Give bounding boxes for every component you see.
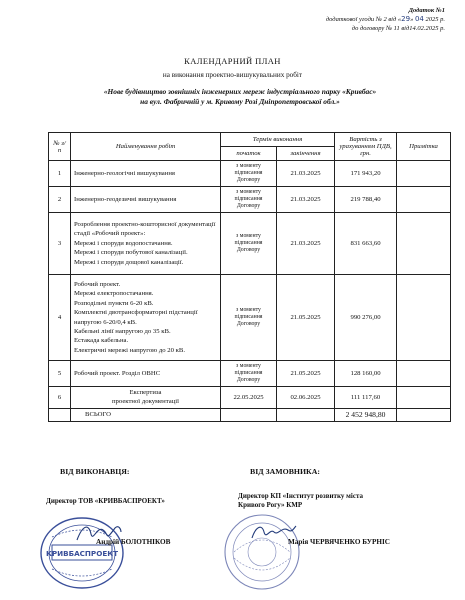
row-cost: 171 943,20 bbox=[335, 161, 397, 187]
row-start: з моменту підписання Договору bbox=[221, 361, 277, 387]
header-number: № з/п bbox=[49, 133, 71, 161]
work-line: Розподільчі пункти 6-20 кВ. bbox=[74, 299, 154, 307]
customer-position-line-1: Директор КП «Інститут розвитку міста bbox=[238, 492, 363, 500]
customer-position-line-2: Кривого Рогу» КМР bbox=[238, 501, 303, 509]
row-cost: 831 663,60 bbox=[335, 213, 397, 275]
header-cost: Вартість з урахуванням ПДВ, грн. bbox=[335, 133, 397, 161]
customer-position bbox=[238, 492, 363, 510]
total-value: 2 452 948,80 bbox=[335, 408, 397, 421]
table-row bbox=[49, 161, 451, 187]
total-empty-cell bbox=[49, 408, 71, 421]
agreement-suffix: 2025 р. bbox=[423, 16, 445, 23]
work-line: Експертиза bbox=[129, 389, 162, 396]
customer-heading: ВІД ЗАМОВНИКА: bbox=[250, 467, 320, 476]
total-label: ВСЬОГО bbox=[71, 408, 221, 421]
project-line-1: «Нове будівництво зовнішніх інженерних мереж індустріального парку «Кривбас» bbox=[103, 87, 377, 96]
row-start: з моменту підписання Договору bbox=[221, 275, 277, 361]
row-end: 21.03.2025 bbox=[277, 187, 335, 213]
row-start: з моменту підписання Договору bbox=[221, 213, 277, 275]
agreement-month: 04 bbox=[414, 15, 424, 23]
document-title: КАЛЕНДАРНИЙ ПЛАН bbox=[184, 56, 281, 66]
customer-signer: Марія ЧЕРВЯЧЕНКО БУРНІС bbox=[288, 538, 390, 546]
row-work-name bbox=[71, 361, 221, 387]
contractor-position: Директор ТОВ «КРИВБАСПРОЕКТ» bbox=[46, 497, 165, 505]
table-row bbox=[49, 387, 451, 409]
row-number: 1 bbox=[49, 161, 71, 187]
work-line: Мережі і споруди водопостачання. bbox=[74, 239, 173, 247]
row-note bbox=[397, 275, 451, 361]
table-row bbox=[49, 187, 451, 213]
row-end: 21.05.2025 bbox=[277, 275, 335, 361]
agreement-day: 29 bbox=[401, 15, 411, 23]
row-cost: 128 160,00 bbox=[335, 361, 397, 387]
contractor-signer: Андрій БОЛОТНІКОВ bbox=[96, 538, 171, 546]
row-start: з моменту підписання Договору bbox=[221, 161, 277, 187]
work-line: Робочий проект. bbox=[74, 280, 121, 288]
agreement-mid: » bbox=[410, 16, 415, 23]
work-line: Електричні мережі напругою до 20 кВ. bbox=[74, 346, 185, 354]
row-note bbox=[397, 187, 451, 213]
header-work-name: Найменування робіт bbox=[71, 133, 221, 161]
table-row bbox=[49, 213, 451, 275]
work-line: Кабельні лінії напругою до 35 кВ. bbox=[74, 327, 171, 335]
appendix-header bbox=[326, 6, 445, 33]
row-end: 21.03.2025 bbox=[277, 161, 335, 187]
row-start: з моменту підписання Договору bbox=[221, 187, 277, 213]
total-row bbox=[49, 408, 451, 421]
row-number: 4 bbox=[49, 275, 71, 361]
total-empty-cell bbox=[221, 408, 277, 421]
agreement-prefix: додаткової угоди № 2 від « bbox=[325, 16, 402, 23]
work-line: Робочий проект. Розділ ОВНС bbox=[74, 369, 161, 377]
row-number: 3 bbox=[49, 213, 71, 275]
project-name bbox=[60, 87, 420, 107]
total-empty-cell bbox=[397, 408, 451, 421]
row-number: 5 bbox=[49, 361, 71, 387]
header-note: Примітка bbox=[397, 133, 451, 161]
row-note bbox=[397, 361, 451, 387]
appendix-label: Додаток №1 bbox=[408, 7, 445, 14]
total-empty-cell bbox=[277, 408, 335, 421]
row-end: 21.05.2025 bbox=[277, 361, 335, 387]
row-cost: 990 276,00 bbox=[335, 275, 397, 361]
contractor-heading: ВІД ВИКОНАВЦЯ: bbox=[60, 467, 130, 476]
row-work-name bbox=[71, 187, 221, 213]
table-row bbox=[49, 361, 451, 387]
row-note bbox=[397, 161, 451, 187]
header-start: початок bbox=[221, 147, 277, 161]
row-number: 6 bbox=[49, 387, 71, 409]
row-start: 22.05.2025 bbox=[221, 387, 277, 409]
document-subtitle: на виконання проектно-вишукувальних робіт bbox=[162, 71, 303, 79]
row-end: 21.03.2025 bbox=[277, 213, 335, 275]
work-line: проектної документації bbox=[111, 398, 180, 406]
header-end: закінчення bbox=[277, 147, 335, 161]
row-cost: 111 117,60 bbox=[335, 387, 397, 409]
table-row bbox=[49, 275, 451, 361]
row-cost: 219 788,40 bbox=[335, 187, 397, 213]
work-line: Інженерно-геодезичні вишукування bbox=[74, 195, 177, 203]
row-work-name bbox=[71, 387, 221, 409]
work-line: Мережі і споруди дощової каналізації. bbox=[74, 258, 184, 266]
work-line: Мережі електропостачання. bbox=[74, 290, 154, 298]
row-note bbox=[397, 387, 451, 409]
row-work-name bbox=[71, 161, 221, 187]
project-line-2: на вул. Фабричній у м. Кривому Розі Дніпропетровської обл.» bbox=[140, 97, 340, 106]
row-end: 02.06.2025 bbox=[277, 387, 335, 409]
row-number: 2 bbox=[49, 187, 71, 213]
contract-reference: до договору № 11 від14.02.2025 р. bbox=[351, 25, 445, 32]
agreement-reference bbox=[326, 15, 445, 24]
work-line: Мережі і споруди побутової каналізації. bbox=[74, 249, 188, 257]
stamp-text: КРИВБАСПРОЕКТ bbox=[45, 549, 119, 558]
row-work-name bbox=[71, 213, 221, 275]
work-line: Комплектні двотрансформаторні підстанції напругою 6-20/0,4 кВ. bbox=[74, 309, 198, 326]
row-note bbox=[397, 213, 451, 275]
header-term: Термін виконання bbox=[221, 133, 335, 147]
row-work-name bbox=[71, 275, 221, 361]
calendar-plan-table bbox=[48, 132, 451, 422]
work-line: Розроблення проектно-кошторисної документації стадії «Робочий проект»: bbox=[74, 220, 216, 238]
work-line: Інженерно-геологічні вишукування bbox=[74, 169, 175, 177]
work-line: Естакада кабельна. bbox=[74, 337, 129, 345]
